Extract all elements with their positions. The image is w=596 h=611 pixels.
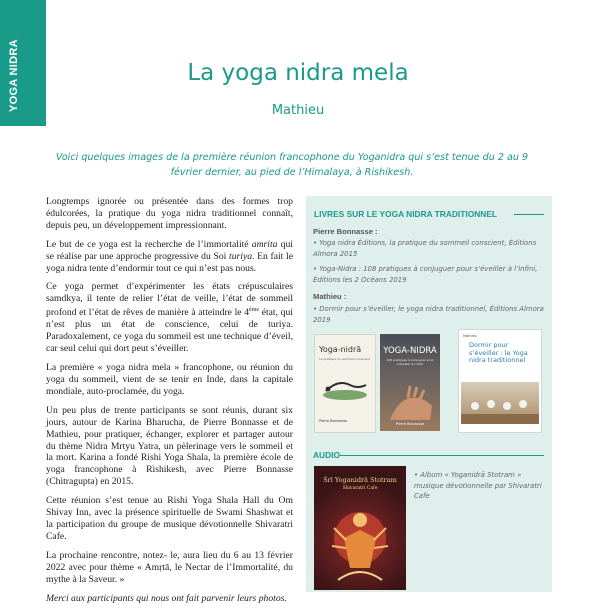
book-list-item: • Dormir pour s’éveiller, le yoga nidra traditionnel, Éditions Almora 2019	[313, 305, 544, 324]
group-photo	[461, 382, 539, 424]
audio-heading: AUDIO	[313, 450, 340, 460]
article-title: La yoga nidra mela	[187, 60, 409, 86]
audio-rule	[340, 455, 544, 456]
book-list-item: • Yoga-Nidra : 108 pratiques à conjuguer pour s’éveiller à l’infini, Éditions les 2 Océans 2019	[313, 265, 538, 284]
book-list-item: • Yoga nidra Éditions, la pratique du sommeil conscient, Éditions Almora 2015	[313, 239, 537, 258]
paragraph: Cette réunion s’est tenue au Rishi Yoga Shala Hall du Om Shivay Inn, avec la présence spirituelle de Swami Shashwat et la participation du groupe de musique dévotionnelle Shivaratri Cafe.	[46, 495, 293, 542]
author-name: Pierre Bonnasse :	[313, 227, 378, 236]
books-heading: LIVRES SUR LE YOGA NIDRA TRADITIONNEL	[314, 209, 498, 219]
closing-note: Merci aux participants qui nous ont fait parvenir leurs photos.	[46, 592, 287, 604]
paragraph: Longtemps ignorée ou présentée dans des formes trop édulcorées, la pratique du yoga nidra traditionnel connaît, depuis peu, un développement impressionnant.	[46, 196, 293, 231]
book-cover-2: YOGA-NIDRA 108 pratiques à conjuguer pour s’éveiller à l’infini Pierre Bonnasse	[380, 334, 440, 431]
author-name: Mathieu :	[313, 292, 347, 301]
album-cover: Śrī Yoganidrā Stotram Shivaratri Cafe	[314, 466, 406, 590]
article-body	[46, 196, 293, 611]
yoga-figure-icon	[318, 371, 372, 403]
album-description: • Album « Yoganidrā Stotram » musique dévotionnelle par Shivaratri Cafe	[414, 471, 542, 501]
heading-rule	[514, 214, 544, 215]
paragraph: Le but de ce yoga est la recherche de l’immortalité amrita qui se réalise par une approche progressive du Soi turiya. En fait le yoga nidra tente d’endormir tout ce qui n’est pas nous.	[46, 238, 293, 274]
book-cover-3: Dormir pour s’éveiller : le Yoga nidra traditionnel Mathieu	[458, 329, 542, 433]
deity-illustration	[324, 498, 396, 588]
book-cover-1: Yoga-nidrā La pratique du sommeil conscient Pierre Bonnasse	[314, 334, 376, 433]
hand-icon	[380, 380, 440, 424]
paragraph: La prochaine rencontre, notez- le, aura lieu du 6 au 13 février 2022 avec pour thème « Amṛtā, le Nectar de l’Immortalité, du mythe à la Saveur. »	[46, 549, 293, 585]
paragraph: La première « yoga nidra mela » francophone, ou réunion du yoga du sommeil, vient de se tenir en Inde, dans la capitale mondiale, auto-proclamée, du yoga.	[46, 362, 293, 397]
section-tab-label: YOGA NIDRA	[8, 39, 20, 112]
article-author: Mathieu	[271, 103, 325, 118]
paragraph: Ce yoga permet d’expérimenter les états crépusculaires samdkya, il tente de relier l’état de veille, l’état de sommeil profond et l’état de rêves de manière à atteindre le 4ème état, qui n’est plus un état de conscience, celui de turiya. Paradoxalement, ce yoga du sommeil est une technique d’éveil, car seul celui qui dort peut s’éveiller.	[46, 281, 293, 355]
article-intro: Voici quelques images de la première réunion francophone du Yoganidra qui s’est tenue du 2 au 9 février dernier, au pied de l’Himalaya, à Rishikesh.	[55, 152, 529, 178]
paragraph: Un peu plus de trente participants se sont réunis, durant six jours, autour de Karina Bharucha, de Pierre Bonnasse et de Mathieu, pour pratiquer, échanger, explorer et partager autour du thème Nidra Mrtyu Yatra, un pèlerinage vers le sommeil et la mort. Karina a fondé Rishi Yoga Shala, la première école de yoga francophone à Rishikesh, avec Pierre Bonnasse (Chitragupta) en 2015.	[46, 404, 293, 488]
